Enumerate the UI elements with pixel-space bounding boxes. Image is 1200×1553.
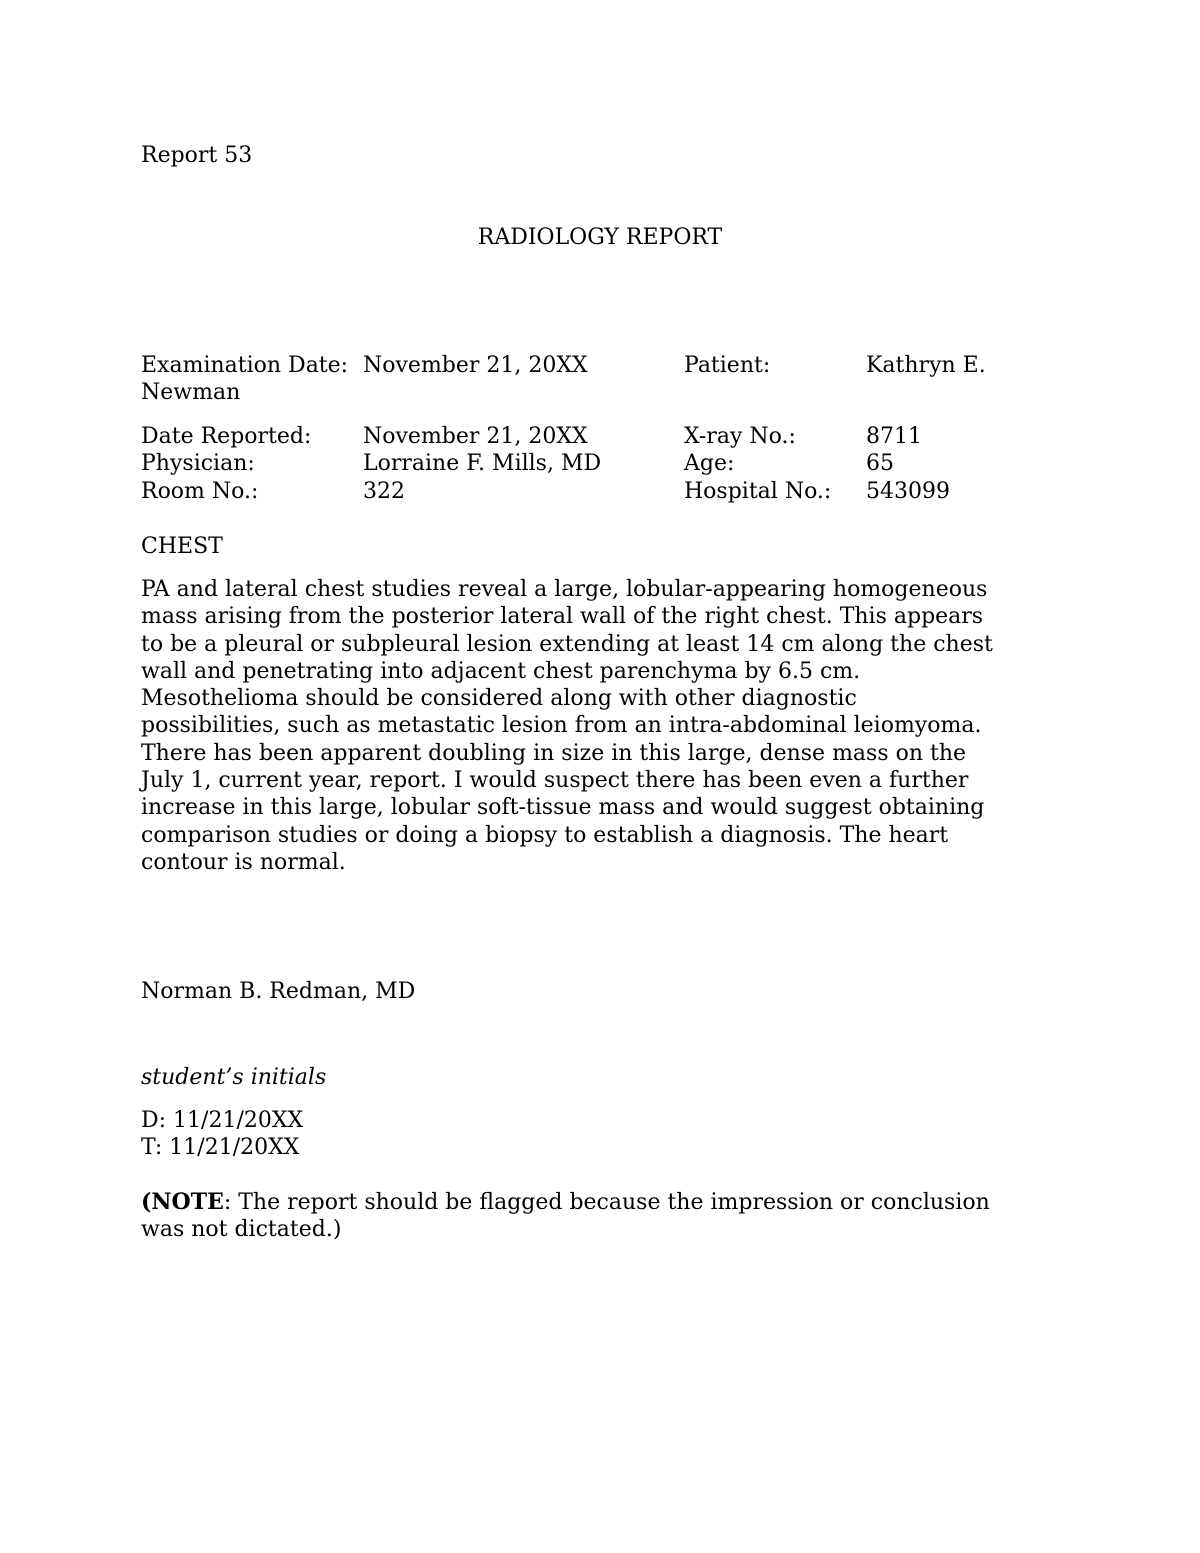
patient-value: Kathryn E.: [866, 353, 986, 378]
findings-line: contour is normal.: [141, 849, 346, 875]
patient-value-continued: Newman: [141, 380, 241, 405]
age-value: 65: [866, 451, 894, 476]
patient-label: Patient:: [684, 353, 771, 378]
findings-line: comparison studies or doing a biopsy to establish a diagnosis. The heart: [141, 822, 949, 848]
findings-line: There has been apparent doubling in size in this large, dense mass on the: [141, 740, 967, 766]
findings-line: to be a pleural or subpleural lesion extending at least 14 cm along the chest: [141, 631, 993, 657]
findings-line: July 1, current year, report. I would suspect there has been even a further: [141, 768, 969, 794]
xray-number-label: X-ray No.:: [684, 424, 796, 449]
xray-number-value: 8711: [866, 424, 922, 449]
findings-line: mass arising from the posterior lateral wall of the right chest. This appears: [141, 604, 984, 630]
exam-date-label: Examination Date:: [141, 353, 349, 378]
note-keyword: NOTE: [151, 1189, 224, 1215]
age-label: Age:: [684, 451, 735, 476]
note-open-paren: (: [141, 1189, 152, 1215]
date-reported-value: November 21, 20XX: [363, 424, 588, 449]
radiologist-signature: Norman B. Redman, MD: [141, 979, 416, 1004]
report-number: Report 53: [141, 143, 253, 168]
findings-line: PA and lateral chest studies reveal a large, lobular-appearing homogeneous: [141, 577, 988, 602]
note-block: [141, 1189, 990, 1243]
note-line: was not dictated.): [141, 1217, 342, 1242]
physician-label: Physician:: [141, 451, 255, 476]
hospital-number-label: Hospital No.:: [684, 479, 832, 504]
findings-paragraph: [141, 576, 1061, 876]
student-initials: student’s initials: [141, 1065, 327, 1090]
room-number-label: Room No.:: [141, 479, 259, 504]
report-title: RADIOLOGY REPORT: [477, 225, 723, 250]
note-text: : The report should be flagged because the impression or conclusion: [223, 1190, 990, 1215]
note-line: [141, 1189, 990, 1216]
transcribed-date: T: 11/21/20XX: [141, 1135, 300, 1160]
findings-line: increase in this large, lobular soft-tissue mass and would suggest obtaining: [141, 795, 985, 821]
findings-line: Mesothelioma should be considered along with other diagnostic: [141, 686, 857, 712]
exam-date-value: November 21, 20XX: [363, 353, 588, 378]
date-reported-label: Date Reported:: [141, 424, 312, 449]
section-heading: CHEST: [141, 534, 223, 559]
findings-line: possibilities, such as metastatic lesion from an intra-abdominal leiomyoma.: [141, 713, 982, 739]
findings-line: wall and penetrating into adjacent chest parenchyma by 6.5 cm.: [141, 658, 861, 684]
hospital-number-value: 543099: [866, 479, 950, 504]
room-number-value: 322: [363, 479, 405, 504]
dictated-date: D: 11/21/20XX: [141, 1108, 304, 1133]
physician-value: Lorraine F. Mills, MD: [363, 451, 602, 476]
